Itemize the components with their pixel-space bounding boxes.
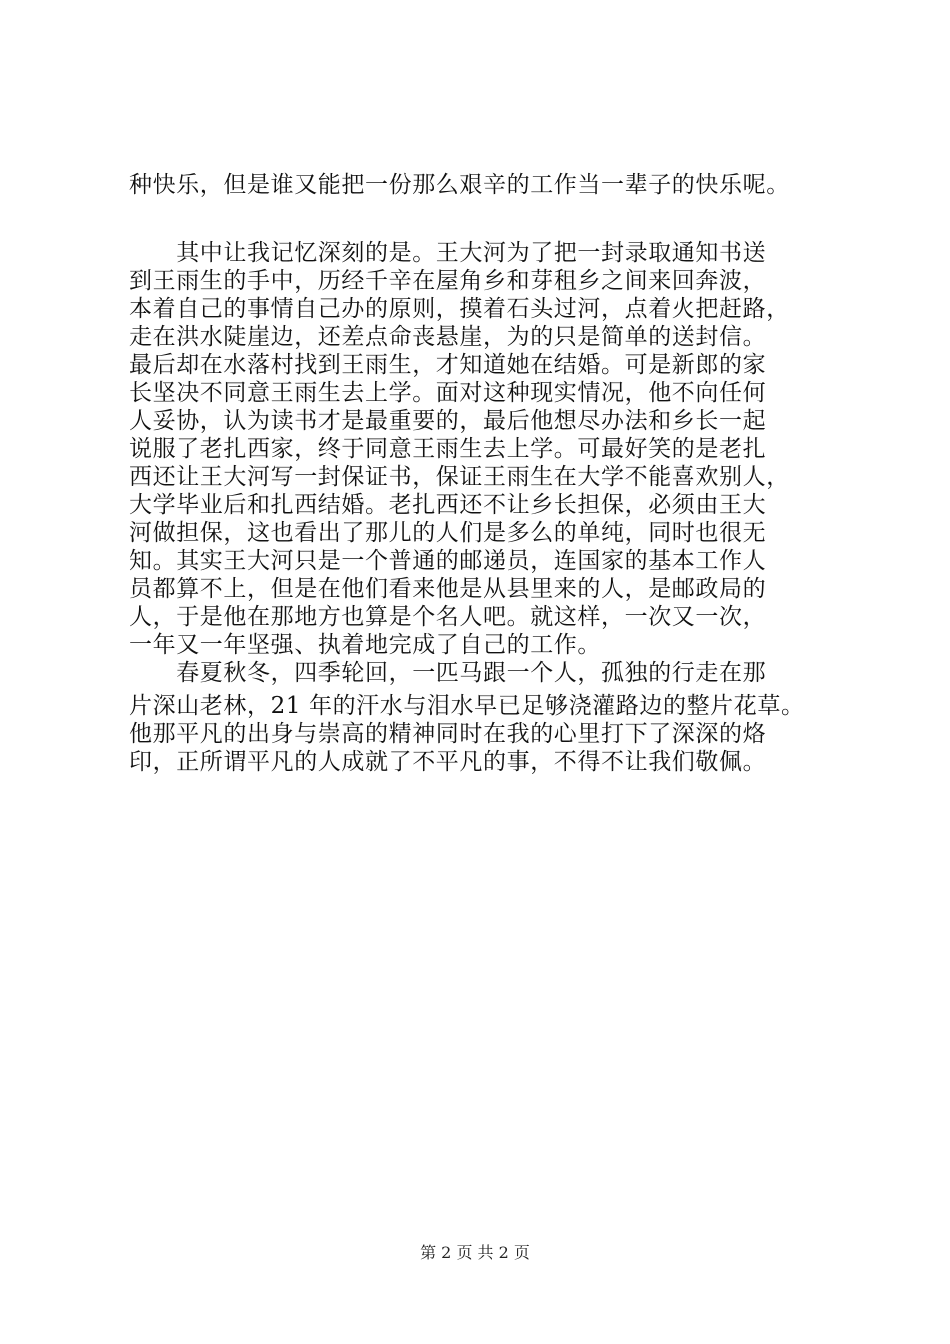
text-line: 春夏秋冬，四季轮回，一匹马跟一个人，孤独的行走在那 [129, 660, 767, 686]
text-line: 人，于是他在那地方也算是个名人吧。就这样，一次又一次， [129, 604, 767, 630]
text-line: 种快乐，但是谁又能把一份那么艰辛的工作当一辈子的快乐呢。 [129, 172, 790, 198]
text-line: 最后却在水落村找到王雨生，才知道她在结婚。可是新郎的家 [129, 352, 767, 378]
text-line: 走在洪水陡崖边，还差点命丧悬崖，为的只是简单的送封信。 [129, 324, 767, 350]
text-line: 一年又一年坚强、执着地完成了自己的工作。 [129, 632, 601, 658]
text-line: 长坚决不同意王雨生去上学。面对这种现实情况，他不向任何 [129, 380, 767, 406]
text-line: 知。其实王大河只是一个普通的邮递员，连国家的基本工作人 [129, 548, 767, 574]
text-line: 印，正所谓平凡的人成就了不平凡的事，不得不让我们敬佩。 [129, 749, 767, 775]
text-line: 片深山老林，21 年的汗水与泪水早已足够浇灌路边的整片花草。 [129, 693, 805, 719]
text-line: 河做担保，这也看出了那儿的人们是多么的单纯，同时也很无 [129, 520, 767, 546]
text-line: 其中让我记忆深刻的是。王大河为了把一封录取通知书送 [129, 240, 767, 266]
text-line: 他那平凡的出身与崇高的精神同时在我的心里打下了深深的烙 [129, 721, 767, 747]
text-line: 说服了老扎西家，终于同意王雨生去上学。可最好笑的是老扎 [129, 436, 767, 462]
page-footer: 第 2 页 共 2 页 [420, 1243, 530, 1262]
text-line: 西还让王大河写一封保证书，保证王雨生在大学不能喜欢别人， [129, 464, 790, 490]
text-line: 本着自己的事情自己办的原则，摸着石头过河，点着火把赶路， [129, 296, 790, 322]
text-line: 人妥协，认为读书才是最重要的，最后他想尽办法和乡长一起 [129, 408, 767, 434]
text-line: 到王雨生的手中，历经千辛在屋角乡和芽租乡之间来回奔波， [129, 268, 767, 294]
text-line: 员都算不上，但是在他们看来他是从县里来的人，是邮政局的 [129, 576, 767, 602]
text-line: 大学毕业后和扎西结婚。老扎西还不让乡长担保，必须由王大 [129, 492, 767, 518]
